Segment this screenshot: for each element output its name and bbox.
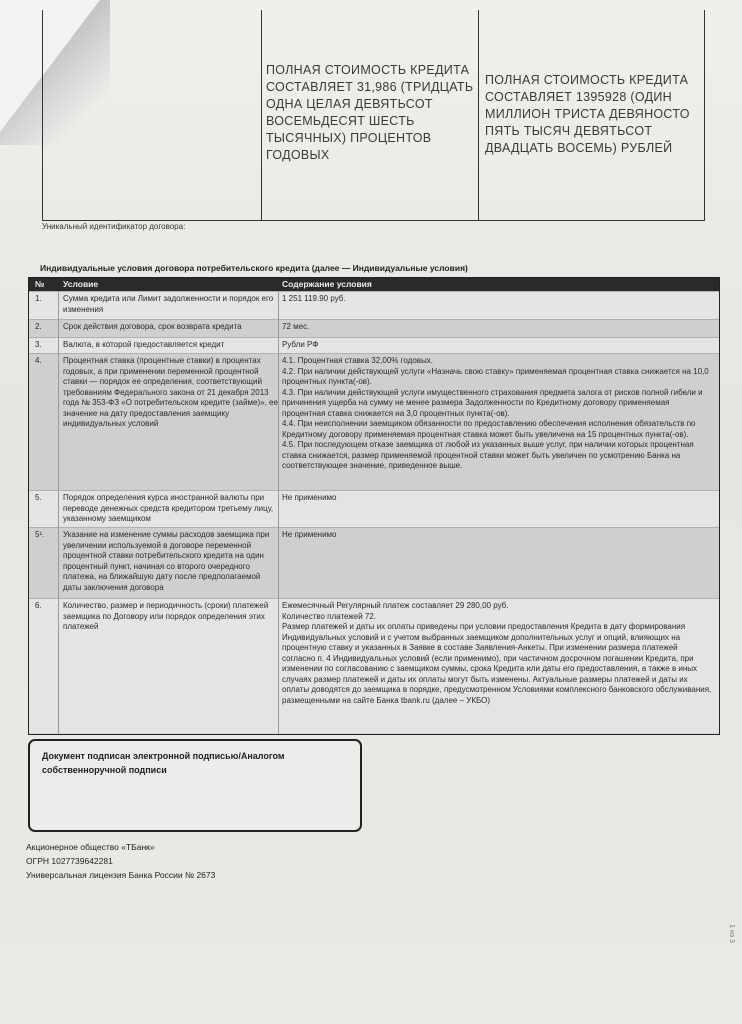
conditions-table <box>28 277 720 735</box>
footer-license: Универсальная лицензия Банка России № 2673 <box>26 870 216 880</box>
contract-id-label: Уникальный идентификатор договора: <box>42 222 186 231</box>
row-num: 1. <box>35 294 42 303</box>
cost-cell-percent <box>262 10 479 220</box>
rate-item: 4.4. При неисполнении заемщиком обязанности по предоставлению обеспечения исполнения обязательств по Кредитному договору применяемая процентная ставка может быть увеличена на 15 процентных пункта(-ов). <box>282 419 696 439</box>
row-content: 72 мес. <box>282 322 310 331</box>
footer-ogrn: ОГРН 1027739642281 <box>26 856 113 866</box>
signature-box <box>28 739 362 832</box>
table-row <box>29 353 719 491</box>
row-num: 5. <box>35 493 42 502</box>
header-num: № <box>35 279 45 289</box>
row-content-lines <box>282 356 712 472</box>
table-row <box>29 291 719 320</box>
rate-item: 4.3. При наличии действующей услуги имущественного страхования предмета залога от рисков полной гибели и причинения ущерба на сумму не менее размера Задолженности по Кредитному договору применяемая процентная ставка снижается на 3,0 процентных пункта(-ов). <box>282 387 703 418</box>
section-title: Индивидуальные условия договора потребительского кредита (далее — Индивидуальные условия) <box>40 263 468 273</box>
cost-percent-text: ПОЛНАЯ СТОИМОСТЬ КРЕДИТА СОСТАВЛЯЕТ 31,986 (ТРИДЦАТЬ ОДНА ЦЕЛАЯ ДЕВЯТЬСОТ ВОСЕМЬДЕСЯТ ШЕСТЬ ТЫСЯЧНЫХ) ПРОЦЕНТОВ ГОДОВЫХ <box>266 63 474 162</box>
row-condition: Валюта, в которой предоставляется кредит <box>63 340 225 349</box>
rate-item: 4.2. При наличии действующей услуги «Назначь свою ставку» применяемая процентная ставка снижается на 10,0 процентных пункта(-ов). <box>282 366 709 386</box>
table-row <box>29 527 719 599</box>
row-condition: Порядок определения курса иностранной валюты при переводе денежных средств кредитором третьему лицу, указанному заемщиком <box>63 493 274 523</box>
cost-amount-text: ПОЛНАЯ СТОИМОСТЬ КРЕДИТА СОСТАВЛЯЕТ 1395928 (ОДИН МИЛЛИОН ТРИСТА ДЕВЯНОСТО ПЯТЬ ТЫСЯЧ ДЕВЯТЬСОТ ДВАДЦАТЬ ВОСЕМЬ) РУБЛЕЙ <box>485 73 690 155</box>
table-header <box>29 278 719 291</box>
row-num: 5¹. <box>35 530 45 539</box>
row-condition: Срок действия договора, срок возврата кредита <box>63 322 242 331</box>
cost-cell-amount <box>479 10 704 220</box>
row-num: 3. <box>35 340 42 349</box>
credit-cost-table <box>42 10 705 221</box>
row-num: 6. <box>35 601 42 610</box>
payment-item: Количество платежей 72. <box>282 611 377 621</box>
table-row <box>29 490 719 528</box>
signature-text: Документ подписан электронной подписью/Аналогом собственноручной подписи <box>42 751 285 775</box>
row-condition: Указание на изменение суммы расходов заемщика при увеличении используемой в договоре переменной процентной ставки потребительского кредита на один процентный пункт, начиная со второго очередного платежа, на ближайшую дату после предполагаемой даты заключения договора <box>63 530 270 592</box>
row-content: Не применимо <box>282 530 337 539</box>
payment-item: Размер платежей и даты их оплаты приведены при условии предоставления Кредита в дату формирования Индивидуальных условий и с учетом выбранных заемщиком дополнительных услуг и опций, влияющих на процентную ставку и указанных в Заявке в составе Заявления-Анкеты. При изменении размера платежей согласно п. 4 Индивидуальных условий (если применимо), при частичном досрочном погашении Кредита, при изменении по согласованию с заемщиком суммы, срока Кредита или даты его предоставления, а также в иных случаях размер платежей и даты их оплаты могут быть изменены. Актуальные размеры платежей и даты их оплаты доводятся до заемщика в порядке, предусмотренном Условиями комплексного банковского обслуживания, размещенными на сайте Банка tbank.ru (далее – УКБО) <box>282 622 712 705</box>
row-content: Рубли РФ <box>282 340 319 349</box>
rate-item: 4.1. Процентная ставка 32,00% годовых. <box>282 356 433 365</box>
payment-item: Ежемесячный Регулярный платеж составляет 29 280,00 руб. <box>282 601 509 610</box>
row-content: Не применимо <box>282 493 337 502</box>
row-num: 4. <box>35 356 42 365</box>
column-divider <box>278 291 279 734</box>
row-content-lines <box>282 601 712 706</box>
header-condition: Условие <box>63 279 99 289</box>
row-condition: Сумма кредита или Лимит задолженности и порядок его изменения <box>63 294 274 314</box>
cost-cell-empty <box>43 10 262 220</box>
header-content: Содержание условия <box>282 279 372 289</box>
row-condition: Процентная ставка (процентные ставки) в процентах годовых, а при применении переменной процентной ставки — порядок ее определения, соответствующий требованиям Федерального закона от 21 декабря 2013 года № 353-ФЗ «О потребительском кредите (займе)», ее значение на дату предоставления заемщику индивидуальных условий <box>63 356 278 428</box>
rate-item: 4.5. При последующем отказе заемщика от любой из указанных выше услуг, при наличии которых процентная ставка снижается, размер применяемой процентной ставки может быть увеличен по усмотрению Банка на соответствующее значение, приведенное выше. <box>282 440 694 470</box>
row-num: 2. <box>35 322 42 331</box>
page-number: 1 из 3 <box>727 924 735 943</box>
table-row <box>29 319 719 338</box>
column-divider <box>58 291 59 734</box>
table-row <box>29 337 719 354</box>
table-row <box>29 598 719 733</box>
row-condition: Количество, размер и периодичность (сроки) платежей заемщика по Договору или порядок определения этих платежей <box>63 601 269 631</box>
footer-company: Акционерное общество «ТБанк» <box>26 842 155 852</box>
row-content: 1 251 119.90 руб. <box>282 294 346 303</box>
